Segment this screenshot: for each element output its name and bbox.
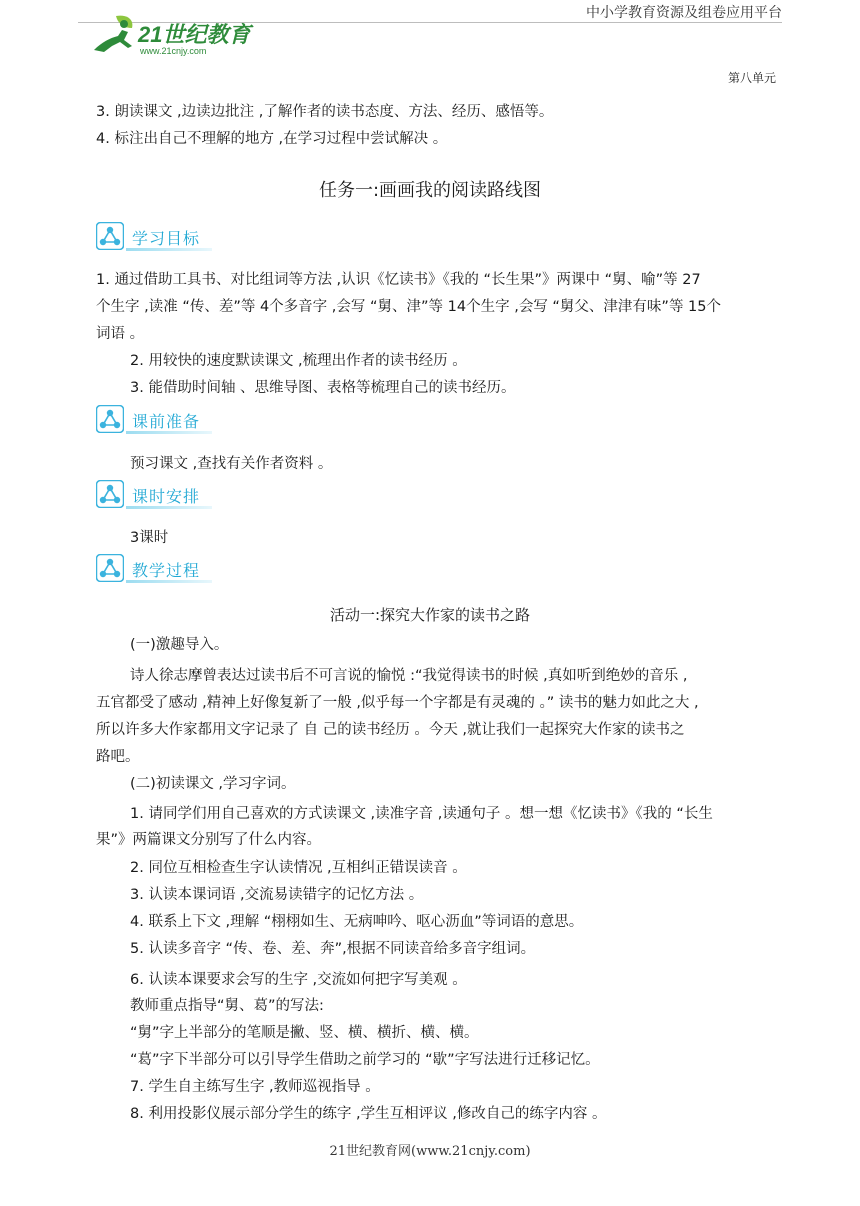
section-label: 课时安排 bbox=[132, 487, 201, 506]
network-icon bbox=[96, 480, 124, 508]
process-line: 6. 认读本课要求会写的生字 ,交流如何把字写美观 。 bbox=[130, 972, 467, 988]
goal-line: 词语 。 bbox=[96, 326, 145, 342]
process-line: “舅”字上半部分的笔顺是撇、竖、横、横折、横、横。 bbox=[130, 1025, 479, 1041]
section-label: 课前准备 bbox=[132, 412, 201, 431]
intro-line: 4. 标注出自己不理解的地方 ,在学习过程中尝试解决 。 bbox=[96, 131, 448, 147]
process-line: 五官都受了感动 ,精神上好像复新了一般 ,似乎每一个字都是有灵魂的 。” 读书的魅力如此之大 , bbox=[96, 695, 699, 711]
section-underline bbox=[126, 580, 212, 583]
runner-head bbox=[120, 20, 128, 28]
network-icon bbox=[96, 405, 124, 433]
process-line: 诗人徐志摩曾表达过读书后不可言说的愉悦 :“我觉得读书的时候 ,真如听到绝妙的音乐 , bbox=[130, 668, 688, 684]
process-line: 路吧。 bbox=[96, 749, 140, 765]
section-heading-process bbox=[96, 554, 214, 584]
process-line: 8. 利用投影仪展示部分学生的练字 ,学生互相评议 ,修改自己的练字内容 。 bbox=[130, 1106, 607, 1122]
process-line: 果”》两篇课文分别写了什么内容。 bbox=[96, 832, 322, 848]
section-heading-goals bbox=[96, 222, 214, 252]
goal-line: 1. 通过借助工具书、对比组词等方法 ,认识《忆读书》《我的 “长生果”》两课中 “舅、喻”等 27 bbox=[96, 272, 701, 288]
process-line: 教师重点指导“舅、葛”的写法: bbox=[130, 998, 324, 1014]
network-icon bbox=[96, 554, 124, 582]
process-line: “葛”字下半部分可以引导学生借助之前学习的 “歇”字写法进行迁移记忆。 bbox=[130, 1052, 600, 1068]
process-line: 3. 认读本课词语 ,交流易读错字的记忆方法 。 bbox=[130, 887, 424, 903]
section-label: 教学过程 bbox=[132, 561, 201, 580]
runner-mark bbox=[94, 30, 132, 52]
process-line: (一)激趣导入。 bbox=[130, 637, 229, 653]
section-heading-prep bbox=[96, 405, 214, 435]
section-underline bbox=[126, 506, 212, 509]
process-line: 所以许多大作家都用文字记录了 自 己的读书经历 。今天 ,就让我们一起探究大作家的读书之 bbox=[96, 722, 685, 738]
process-line: 2. 同位互相检查生字认读情况 ,互相纠正错误读音 。 bbox=[130, 860, 467, 876]
page-footer: 21世纪教育网(www.21cnjy.com) bbox=[329, 1144, 531, 1159]
activity-title: 活动一:探究大作家的读书之路 bbox=[329, 606, 531, 624]
goal-line: 2. 用较快的速度默读课文 ,梳理出作者的读书经历 。 bbox=[130, 353, 467, 369]
unit-label: 第八单元 bbox=[727, 71, 776, 85]
process-line: 4. 联系上下文 ,理解 “栩栩如生、无病呻吟、呕心沥血”等词语的意思。 bbox=[130, 914, 584, 930]
schedule-text: 3课时 bbox=[130, 530, 169, 546]
section-underline bbox=[126, 431, 212, 434]
goal-line: 3. 能借助时间轴 、思维导图、表格等梳理自己的读书经历。 bbox=[130, 380, 516, 396]
process-line: 1. 请同学们用自己喜欢的方式读课文 ,读准字音 ,读通句子 。想一想《忆读书》《我的 “长生 bbox=[130, 806, 713, 822]
logo-url: www.21cnjy.com bbox=[140, 46, 207, 56]
goal-line: 个生字 ,读准 “传、差”等 4个多音字 ,会写 “舅、津”等 14个生字 ,会写 “舅父、津津有味”等 15个 bbox=[96, 299, 722, 315]
prep-text: 预习课文 ,查找有关作者资料 。 bbox=[130, 456, 333, 472]
intro-line: 3. 朗读课文 ,边读边批注 ,了解作者的读书态度、方法、经历、感悟等。 bbox=[96, 104, 554, 120]
process-line: (二)初读课文 ,学习字词。 bbox=[130, 776, 296, 792]
site-logo bbox=[88, 12, 258, 58]
process-line: 7. 学生自主练写生字 ,教师巡视指导 。 bbox=[130, 1079, 380, 1095]
logo-text: 21世纪教育 bbox=[138, 22, 251, 47]
process-line: 5. 认读多音字 “传、卷、差、奔”,根据不同读音给多音字组词。 bbox=[130, 941, 536, 957]
network-icon bbox=[96, 222, 124, 250]
section-label: 学习目标 bbox=[132, 229, 201, 248]
platform-name: 中小学教育资源及组卷应用平台 bbox=[586, 5, 782, 21]
section-heading-schedule bbox=[96, 480, 214, 510]
task-title: 任务一:画画我的阅读路线图 bbox=[318, 180, 542, 201]
section-underline bbox=[126, 248, 212, 251]
